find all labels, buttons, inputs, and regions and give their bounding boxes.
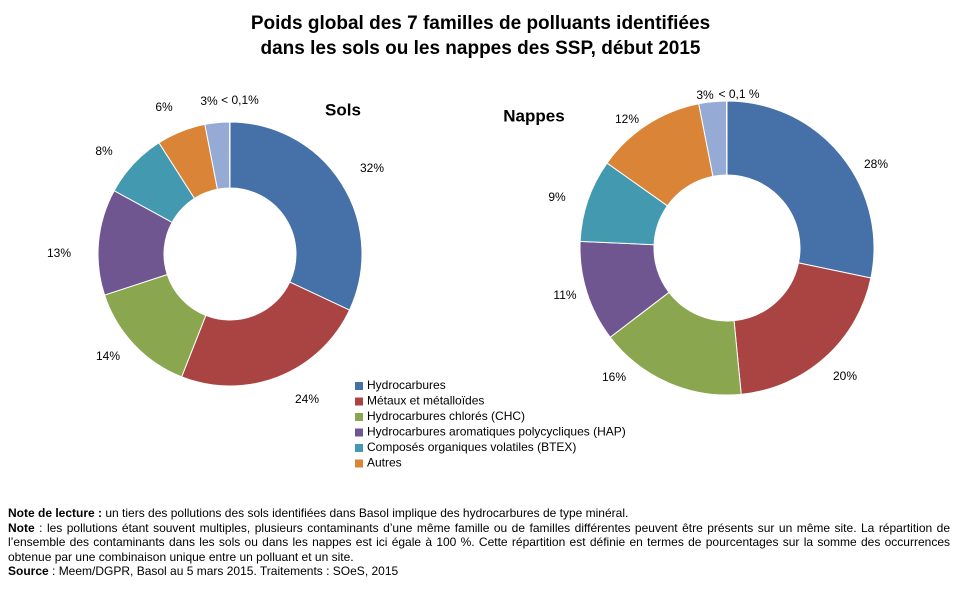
slice-label-2: 24%	[294, 392, 320, 407]
slice-label-6: 6%	[155, 100, 173, 115]
source-label: Source	[8, 564, 49, 578]
slice-label-5: 9%	[548, 190, 566, 205]
general-note	[8, 521, 950, 565]
general-note-text: : les pollutions étant souvent multiples, plusieurs contaminants d’une même famille ou de familles différentes peuvent être présents sur un même site. La répartition de l’ensemble des contaminants dans les sols ou dans les nappes est ici égale à 100 %. Cette répartition est définie en termes de pourcentages sur la somme des occurrences obtenue par une combinaison unique entre un polluant et un site.	[8, 520, 950, 564]
legend-label: Autres	[367, 455, 402, 470]
slice-label-3: 14%	[95, 349, 121, 364]
slice-1	[727, 101, 874, 278]
source-text: : Meem/DGPR, Basol au 5 mars 2015. Traitements : SOeS, 2015	[48, 564, 399, 578]
chart-title-line2: dans les sols ou les nappes des SSP, début 2015	[260, 38, 701, 59]
slice-label-5: 8%	[95, 144, 113, 159]
slice-label-7: 3%	[200, 94, 218, 109]
slice-label-7: 3%	[696, 88, 714, 103]
legend	[355, 378, 626, 470]
notes-block	[8, 506, 950, 579]
legend-swatch	[355, 429, 363, 437]
legend-label: Métaux et métalloïdes	[367, 393, 485, 408]
legend-label: Hydrocarbures	[367, 378, 446, 393]
legend-label: Hydrocarbures chlorés (CHC)	[367, 409, 526, 424]
legend-swatch	[355, 413, 363, 421]
donut-title: Nappes	[503, 106, 565, 126]
legend-swatch	[355, 398, 363, 406]
donut-title: Sols	[325, 100, 361, 120]
slice-label-8: < 0,1%	[221, 93, 259, 108]
slice-label-1: 32%	[359, 161, 385, 176]
reading-note-text: un tiers des pollutions des sols identifiées dans Basol implique des hydrocarbures de type minéral.	[102, 506, 629, 520]
slice-label-8: < 0,1 %	[718, 87, 760, 102]
slice-label-2: 20%	[832, 369, 858, 384]
reading-note	[8, 506, 950, 521]
donut-nappes	[503, 87, 888, 395]
legend-swatch	[355, 460, 363, 468]
legend-swatch	[355, 382, 363, 390]
reading-note-label: Note de lecture :	[8, 506, 103, 520]
slice-label-1: 28%	[863, 157, 889, 172]
chart-title-line1: Poids global des 7 familles de polluants identifiées	[250, 13, 711, 34]
legend-label: Composés organiques volatiles (BTEX)	[367, 440, 577, 455]
slice-label-3: 16%	[601, 370, 627, 385]
slice-label-4: 11%	[553, 288, 577, 303]
source-note	[8, 564, 950, 579]
slice-label-4: 13%	[46, 246, 72, 261]
slice-label-6: 12%	[614, 112, 640, 127]
donut-sols	[47, 93, 384, 406]
legend-swatch	[355, 444, 363, 452]
general-note-label: Note	[8, 520, 35, 535]
legend-label: Hydrocarbures aromatiques polycycliques (HAP)	[367, 424, 626, 439]
slice-1	[230, 122, 362, 310]
